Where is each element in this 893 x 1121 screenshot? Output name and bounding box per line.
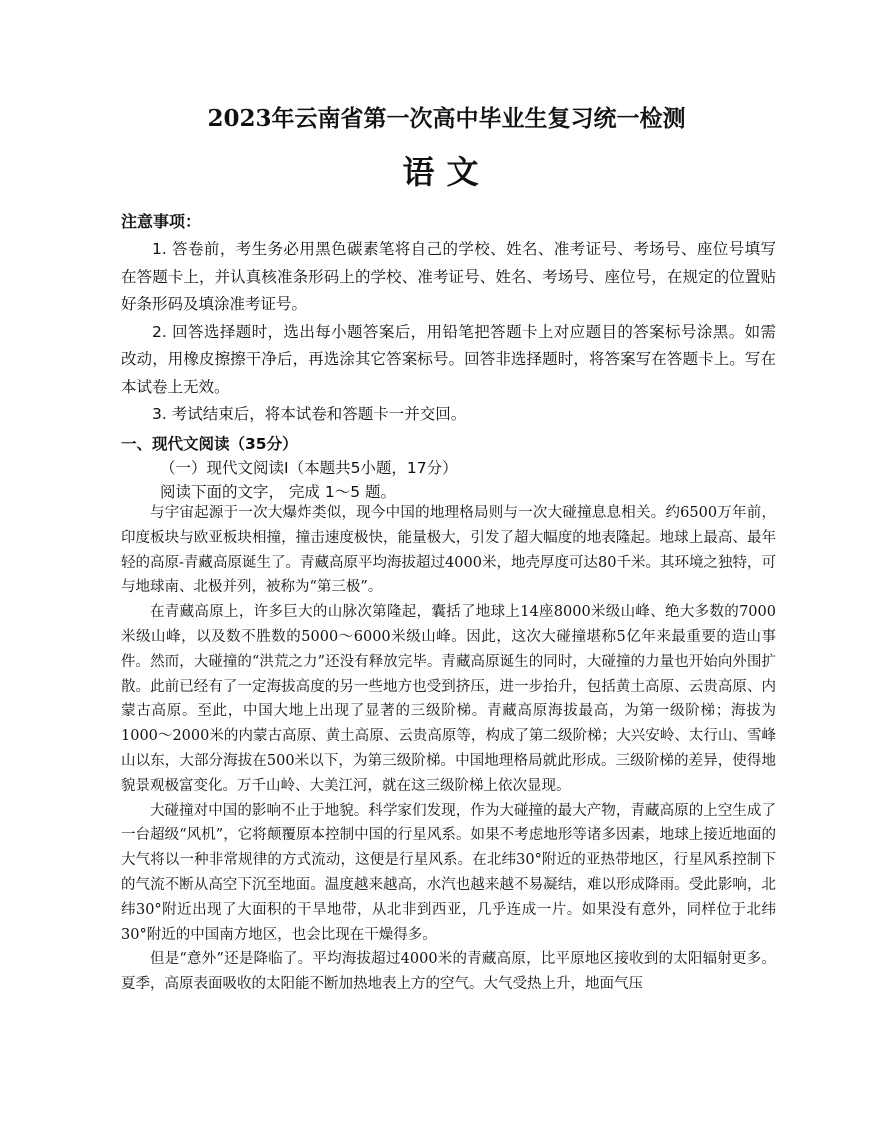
notice-list [121,236,776,429]
notice-heading: 注意事项： [121,212,202,231]
subject-title: 语文 [402,153,491,191]
reading-passage [121,501,776,997]
passage-paragraph: 但是“意外”还是降临了。平均海拔超过4000米的青藏高原，比平原地区接收到的太阳辐射更多。夏季，高原表面吸收的太阳能不断加热地表上方的空气。大气受热上升，地面气压 [121,951,776,993]
notice-item: 1. 答卷前，考生务必用黑色碳素笔将自己的学校、姓名、准考证号、考场号、座位号填写在答题卡上，并认真核准条形码上的学校、准考证号、姓名、考场号、座位号，在规定的位置贴好条形码及填涂准考证号。 [121,240,776,313]
reading-instruction: 阅读下面的文字， 完成 1～5 题。 [160,483,397,501]
passage-paragraph: 大碰撞对中国的影响不止于地貌。科学家们发现，作为大碰撞的最大产物，青藏高原的上空生成了一台超级“风机”，它将颠覆原本控制中国的行星风系。如果不考虑地形等诸多因素，地球上接近地面的大气将以一种非常规律的方式流动，这便是行星风系。在北纬30°附近的亚热带地区，行星风系控制下的气流不断从高空下沉至地面。温度越来越高，水汽也越来越不易凝结，难以形成降雨。受此影响，北纬30°附近出现了大面积的干旱地带，从北非到西亚，几乎连成一片。如果没有意外，同样位于北纬30°附近的中国南方地区，也会比现在干燥得多。 [121,802,776,943]
section-heading: 一、现代文阅读（35分） [121,435,298,453]
passage-paragraph: 在青藏高原上，许多巨大的山脉次第隆起，囊括了地球上14座8000米级山峰、绝大多数的7000米级山峰，以及数不胜数的5000～6000米级山峰。因此，这次大碰撞堪称5亿年来最重要的造山事件。然而，大碰撞的“洪荒之力”还没有释放完毕。青藏高原诞生的同时，大碰撞的力量也开始向外围扩散。此前已经有了一定海拔高度的另一些地方也受到挤压，进一步抬升，包括黄土高原、云贵高原、内蒙古高原。至此，中国大地上出现了显著的三级阶梯。青藏高原海拔最高，为第一级阶梯；海拔为1000～2000米的内蒙古高原、黄土高原、云贵高原等，构成了第二级阶梯；大兴安岭、太行山、雪峰山以东，大部分海拔在500米以下，为第三级阶梯。中国地理格局就此形成。三级阶梯的差异，使得地貌景观极富变化。万千山岭、大美江河，就在这三级阶梯上依次显现。 [121,604,776,794]
exam-title: 2023年云南省第一次高中毕业生复习统一检测 [207,105,686,132]
passage-paragraph: 与宇宙起源于一次大爆炸类似，现今中国的地理格局则与一次大碰撞息息相关。约6500万年前，印度板块与欧亚板块相撞，撞击速度极快，能量极大，引发了超大幅度的地表隆起。地球上最高、最年轻的高原-青藏高原诞生了。青藏高原平均海拔超过4000米，地壳厚度可达80千米。其环境之独特，可与地球南、北极并列，被称为“第三极”。 [121,505,776,596]
notice-item: 3. 考试结束后，将本试卷和答题卡一并交回。 [152,405,467,423]
notice-item: 2. 回答选择题时，选出每小题答案后，用铅笔把答题卡上对应题目的答案标号涂黑。如需改动，用橡皮擦擦干净后，再选涂其它答案标号。回答非选择题时，将答案写在答题卡上。写在本试卷上无效。 [121,322,776,396]
sub-heading: （一）现代文阅读Ⅰ（本题共5小题，17分） [160,459,458,477]
